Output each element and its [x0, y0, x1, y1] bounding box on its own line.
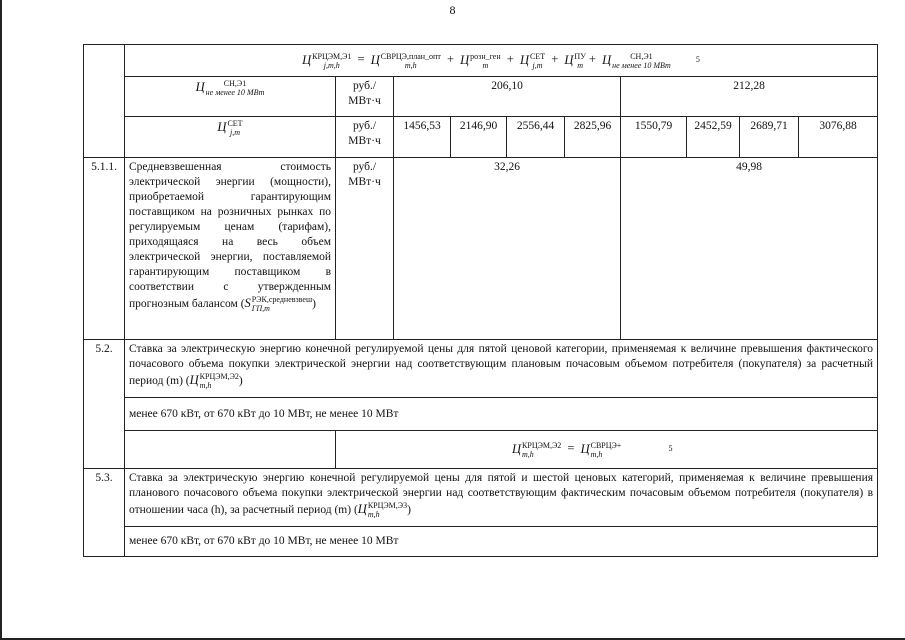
tariff-table	[83, 44, 878, 557]
value-cell: 2689,71	[740, 117, 799, 158]
unit-cell: руб./ МВт·ч	[336, 117, 394, 158]
row-5-3-power-ranges	[84, 527, 878, 557]
value-cell: 2452,59	[687, 117, 740, 158]
row-5-1-1	[84, 158, 878, 340]
value-cell: 2556,44	[507, 117, 565, 158]
unit-cell: руб./МВт·ч	[336, 158, 394, 340]
row-sn-e1	[84, 77, 878, 117]
value-cell: 3076,88	[799, 117, 878, 158]
row-5-2-power-ranges	[84, 398, 878, 431]
value-cell: 2825,96	[565, 117, 621, 158]
value-cell: 1550,79	[621, 117, 687, 158]
row-5-2	[84, 340, 878, 398]
value-cell: 212,28	[621, 77, 878, 117]
page-number: 8	[449, 3, 456, 17]
value-cell: 32,26	[394, 158, 621, 340]
value-cell: 2146,90	[451, 117, 507, 158]
value-cell: 206,10	[394, 77, 621, 117]
symbol-sn-e1: Ц СН,Э1 не менее 10 МВт	[125, 77, 336, 117]
formula-row-e1	[84, 45, 878, 77]
power-ranges-text: менее 670 кВт, от 670 кВт до 10 МВт, не менее 10 МВт	[125, 398, 878, 431]
scan-edge-left	[0, 0, 2, 640]
row-description: Средневзвешенная стоимость электрической энергии (мощности), приобретаемой гарантирующим поставщиком на розничных рынках по регулируемым ценам (тарифам), приходящаяся на весь объем электрической энергии, поставляемой гарантирующим поставщиком в соответствии с утвержденным прогнозным балансом (S РЭК,средневзвеш ГП,m )	[125, 158, 336, 340]
value-cell: 1456,53	[394, 117, 451, 158]
unit-cell: руб./ МВт·ч	[336, 77, 394, 117]
row-number: 5.2.	[84, 340, 125, 469]
symbol-set: Ц СЕТ j,m	[125, 117, 336, 158]
row-number-cell-empty	[84, 45, 125, 158]
row-description: Ставка за электрическую энергию конечной регулируемой цены для пятой ценовой категории, применяемая к величине превышения фактического почасового объема покупки электрической энергии над соответствующим плановым почасовым объемом потребителя (покупателя) за расчетный период (m) (Ц КРЦЭМ,Э2 m,h )	[125, 340, 878, 398]
row-description: Ставка за электрическую энергию конечной регулируемой цены для пятой и шестой ценовых категорий, применяемая к величине превышения планового почасового объема покупки электрической энергии над соответствующим фактическим почасовым объемом потребителя (покупателя) в отношении часа (h), за расчетный период (m) (Ц КРЦЭМ,Э3 m,h )	[125, 469, 878, 527]
empty-cell	[125, 431, 336, 469]
row-number: 5.3.	[84, 469, 125, 557]
power-ranges-text: менее 670 кВт, от 670 кВт до 10 МВт, не менее 10 МВт	[125, 527, 878, 557]
value-cell: 49,98	[621, 158, 878, 340]
formula-e1: Ц КРЦЭМ,Э1 j,m,h = Ц СВРЦЭ,план_опт m,h + Ц розн_ген m + Ц СЕТ j,m + Ц ПУ m + Ц СН,Э1 не менее 10 МВт $^5$	[125, 45, 878, 77]
formula-e2: Ц КРЦЭМ,Э2 m,h = Ц СВРЦЭ+ m,h $^5$	[336, 431, 878, 469]
row-5-3	[84, 469, 878, 527]
row-set	[84, 117, 878, 158]
formula-row-e2	[84, 431, 878, 469]
row-number: 5.1.1.	[84, 158, 125, 340]
